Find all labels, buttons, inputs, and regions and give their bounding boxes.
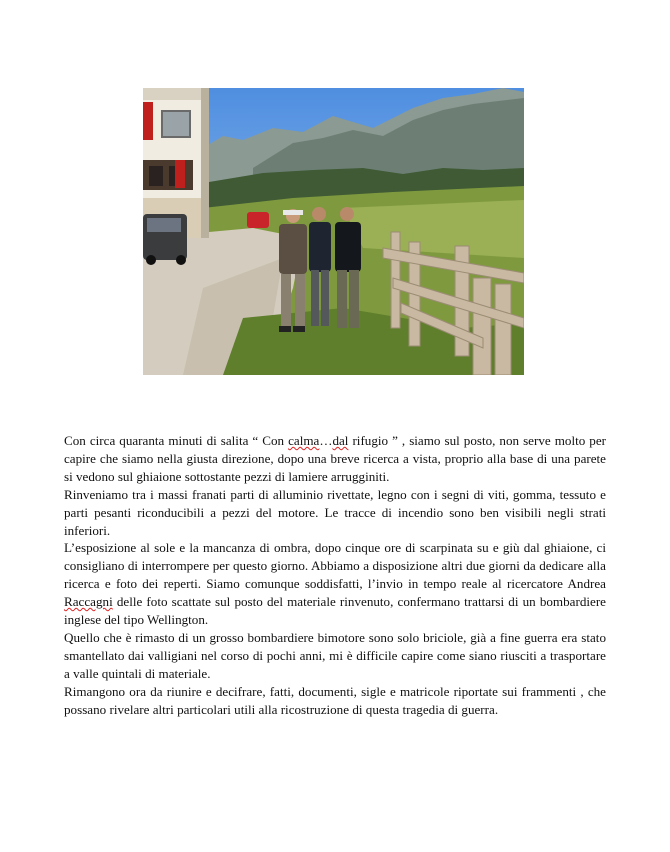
spellcheck-word-calma: calma	[288, 433, 320, 448]
paragraph-3-end: delle foto scattate sul posto del materiale rinvenuto, confermano trattarsi di un bombardiere inglese del tipo Wellington.	[64, 594, 606, 628]
paragraph-4: Quello che è rimasto di un grosso bombardiere bimotore sono solo briciole, già a fine guerra era stato smantellato dai valligiani nel corso di pochi anni, mi è difficile capire come siano riusciti a trasportare a valle quintali di materiale.	[64, 629, 606, 681]
paragraph-3	[64, 539, 606, 629]
spellcheck-word-raccagni: Raccagni	[64, 594, 113, 610]
paragraph-1	[64, 432, 606, 486]
paragraph-1-end: rifugio ” , siamo sul posto, non serve molto per capire che siamo nella giusta direzione, dopo una breve ricerca a vista, proprio alla base di una parete si vedono sul ghiaione sottostante pezzi di lamiere arrugginiti.	[64, 433, 607, 484]
article-body	[64, 432, 606, 719]
paragraph-5: Rimangono ora da riunire e decifrare, fatti, documenti, sigle e matricole riportate sui frammenti , che possano rivelare altri particolari utili alla ricostruzione di questa tragedia di guerra.	[64, 683, 606, 717]
paragraph-3-start: L’esposizione al sole e la mancanza di ombra, dopo cinque ore di scarpinata su e giù dal ghiaione, ci consigliano di interrompere per questo giorno. Abbiamo a disposizione altri due giorni da dedicare alla ricerca e foto dei reperti. Siamo comunque soddisfatti, l’invio in tempo reale al ricercatore Andrea	[64, 540, 606, 592]
paragraph-2: Rinveniamo tra i massi franati parti di alluminio rivettate, legno con i segni di viti, gomma, tessuto e parti pesanti riconducibili a pezzi del motore. Le tracce di incendio sono ben visibili negli strati inferiori.	[64, 486, 606, 538]
mountain-hut-photo	[143, 88, 524, 375]
photo-illustration	[143, 88, 524, 375]
ellipsis: …	[319, 433, 333, 448]
spellcheck-word-dal: dal	[332, 433, 349, 448]
paragraph-1-start: Con circa quaranta minuti di salita “ Con	[64, 433, 289, 448]
